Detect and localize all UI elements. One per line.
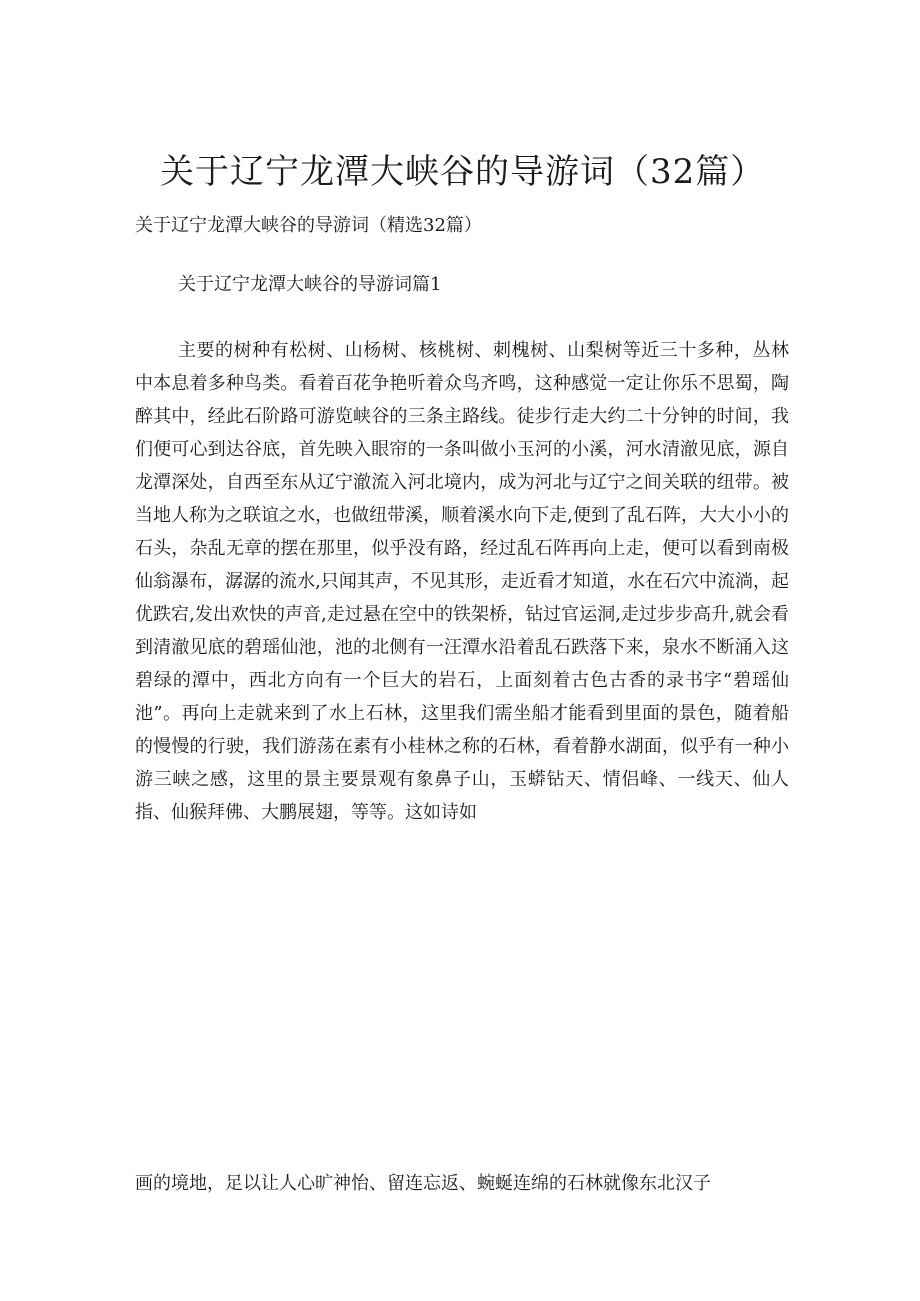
document-title: 关于辽宁龙潭大峡谷的导游词（32篇） (160, 152, 766, 192)
section-heading: 关于辽宁龙潭大峡谷的导游词篇1 (178, 274, 442, 295)
document-subtitle: 关于辽宁龙潭大峡谷的导游词（精选32篇） (135, 215, 482, 236)
body-paragraph-continued: 画的境地，足以让人心旷神怡、留连忘返、蜿蜒连绵的石林就像东北汉子 (135, 1173, 711, 1194)
body-paragraph: 主要的树种有松树、山杨树、核桃树、刺槐树、山梨树等近三十多种，丛林中本息着多种鸟类。看着百花争艳听着众鸟齐鸣，这种感觉一定让你乐不思蜀，陶醉其中，经此石阶路可游览峡谷的三条主路线。徒步行走大约二十分钟的时间，我们便可心到达谷底，首先映入眼帘的一条叫做小玉河的小溪，河水清澈见底，源自龙潭深处，自西至东从辽宁澈流入河北境内，成为河北与辽宁之间关联的纽带。被当地人称为之联谊之水，也做纽带溪，顺着溪水向下走,便到了乱石阵，大大小小的石头，杂乱无章的摆在那里，似乎没有路，经过乱石阵再向上走，便可以看到南极仙翁瀑布，潺潺的流水,只闻其声，不见其形，走近看才知道，水在石穴中流淌，起优跌宕,发出欢快的声音,走过悬在空中的铁架桥，钻过官运洞,走过步步高升,就会看到清澈见底的碧瑶仙池，池的北侧有一汪潭水沿着乱石跌落下来，泉水不断涌入这碧绿的潭中，西北方向有一个巨大的岩石，上面刻着古色古香的录书字“碧瑶仙池”。再向上走就来到了水上石林，这里我们需坐船才能看到里面的景色，随着船的慢慢的行驶，我们游荡在素有小桂林之称的石林，看着静水湖面，似乎有一种小游三峡之感，这里的景主要景观有象鼻子山，玉蟒钻天、情侣峰、一线天、仙人指、仙猴拜佛、大鹏展翅，等等。这如诗如 (135, 340, 789, 823)
